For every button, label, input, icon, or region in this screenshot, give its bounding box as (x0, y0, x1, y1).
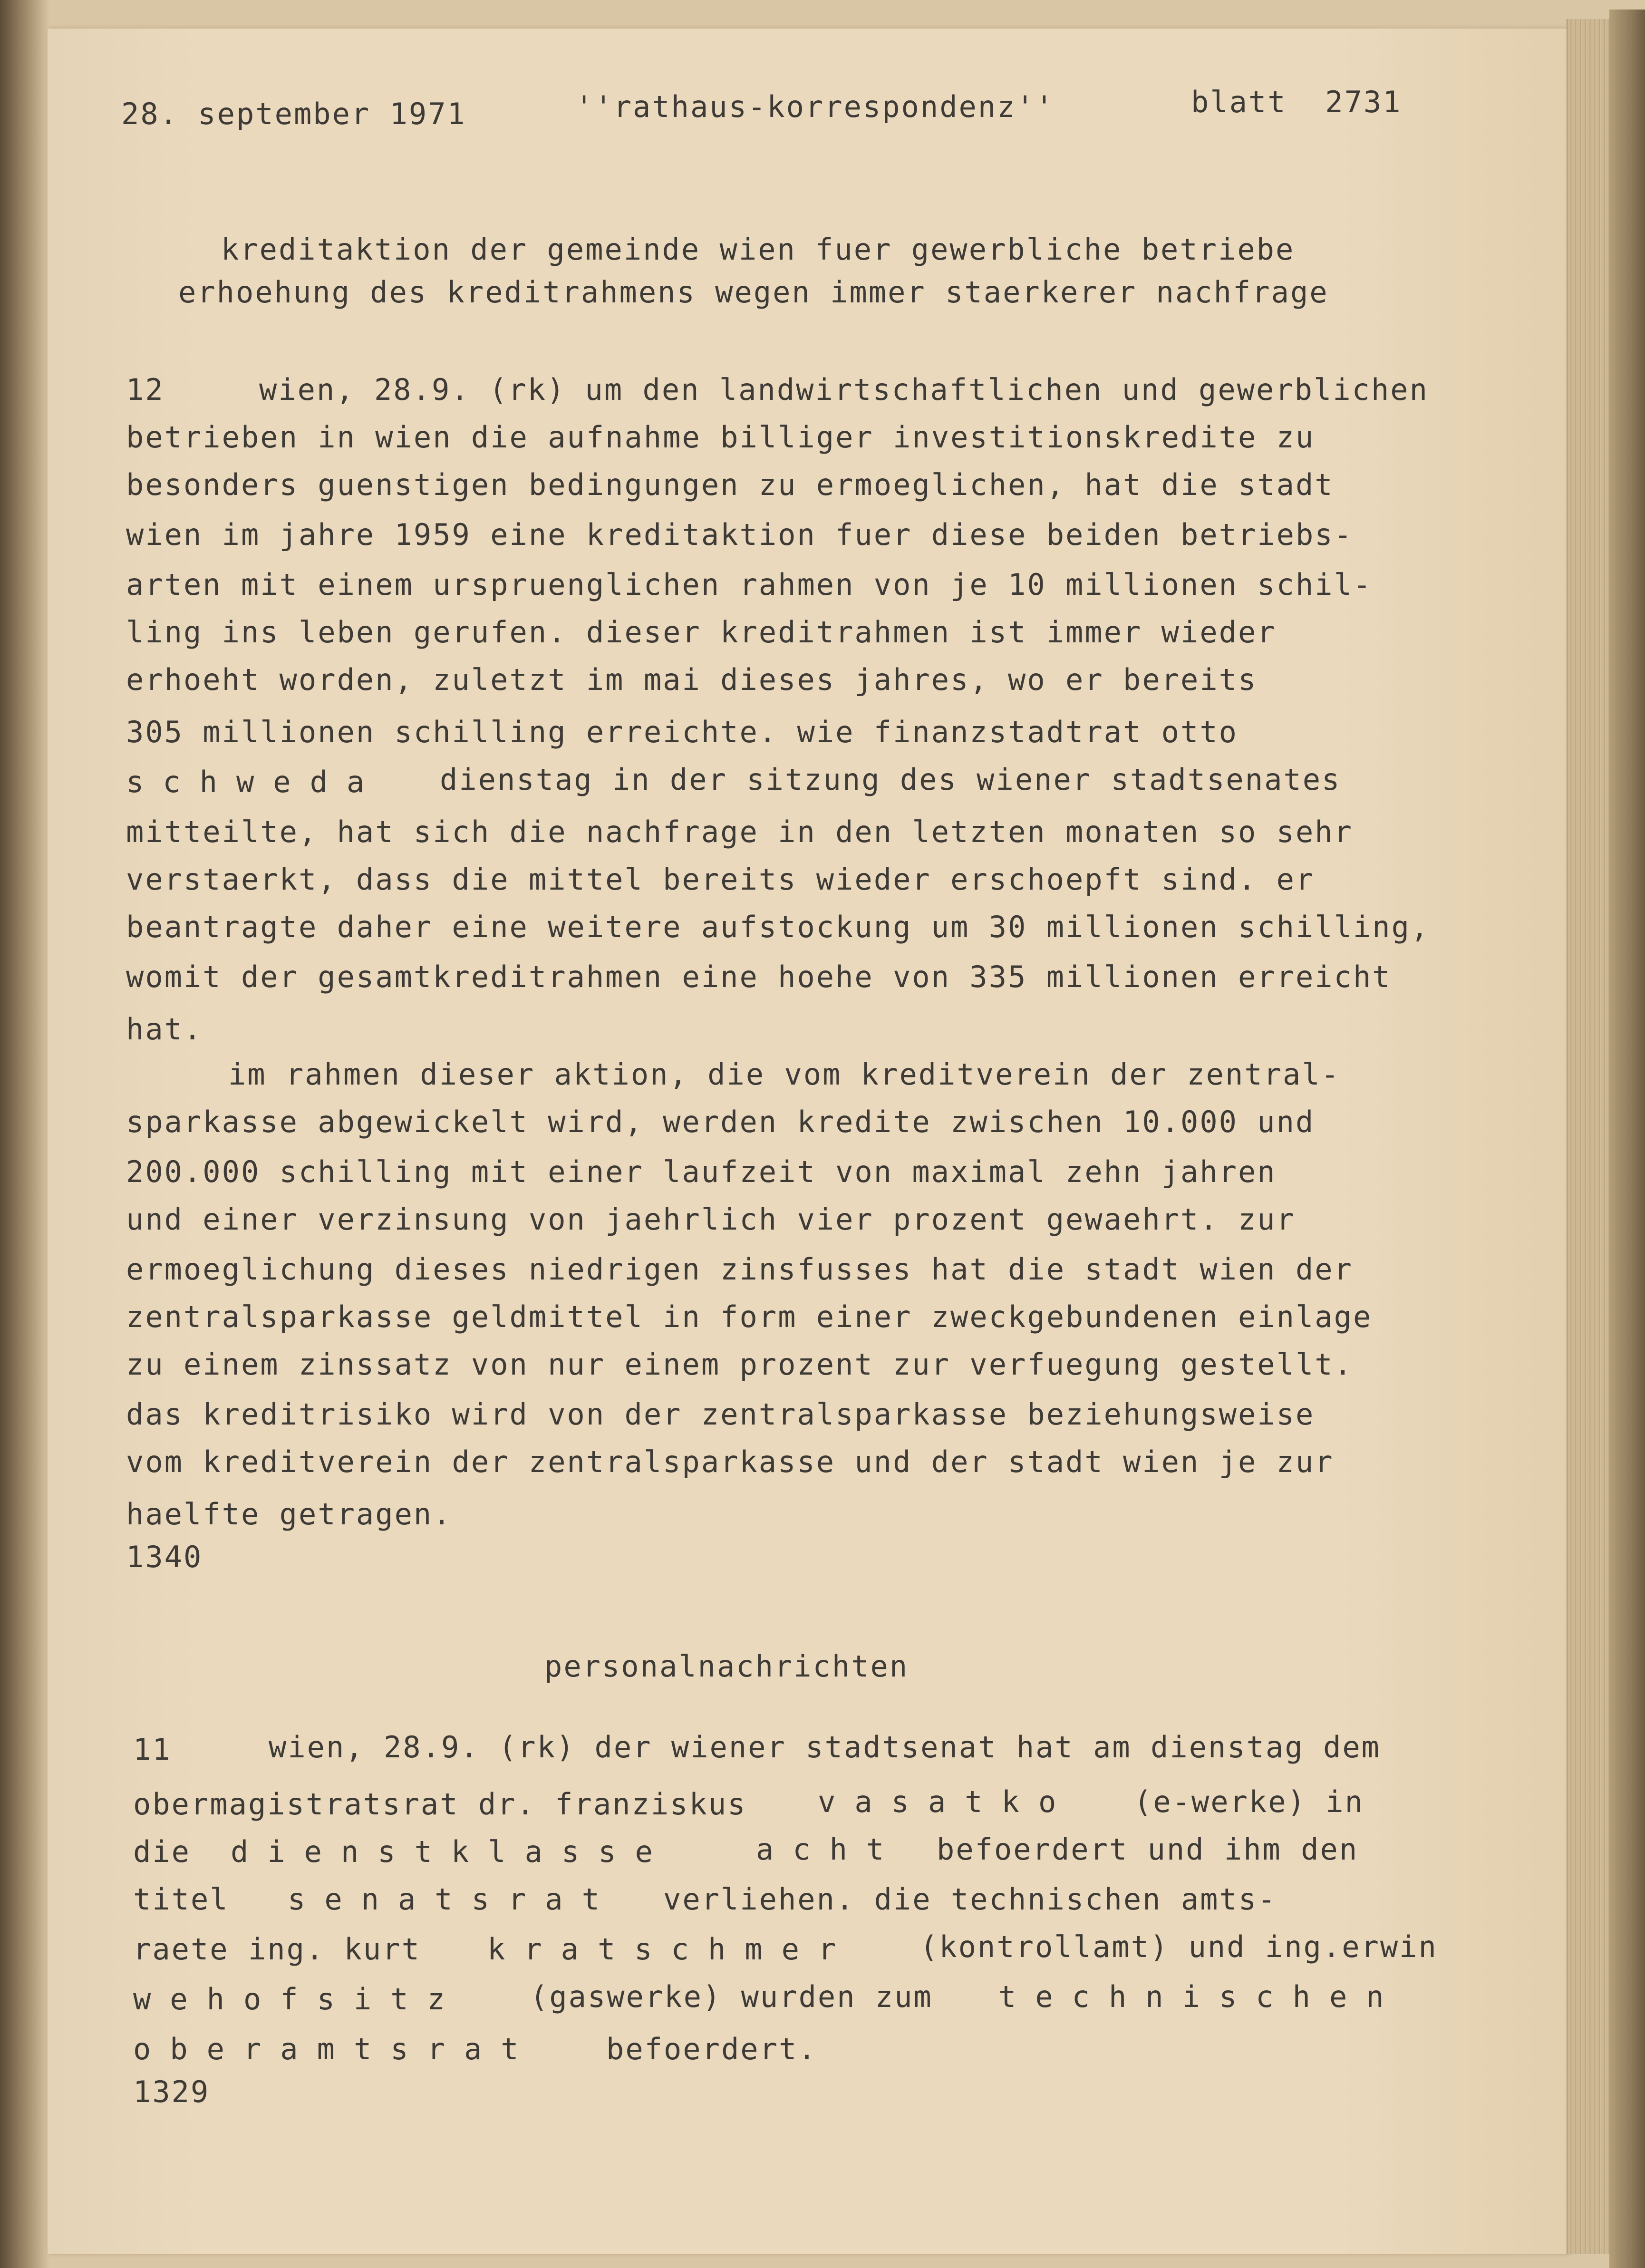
article1-line: mitteilte, hat sich die nachfrage in den letzten monaten so sehr (126, 814, 1353, 849)
article1-line: im rahmen dieser aktion, die vom kreditverein der zentral- (228, 1057, 1340, 1092)
article1-line: vom kreditverein der zentralsparkasse und der stadt wien je zur (126, 1444, 1334, 1479)
article1-line: ling ins leben gerufen. dieser kreditrahmen ist immer wieder (126, 615, 1277, 649)
header-page-number: blatt 2731 (1191, 85, 1402, 119)
article1-footer-code: 1340 (126, 1540, 203, 1574)
article1-line: betrieben in wien die aufnahme billiger investitionskredite zu (126, 420, 1315, 455)
article2-line: (e-werke) in (1134, 1784, 1364, 1819)
article2-line: wien, 28.9. (rk) der wiener stadtsenat hat am dienstag dem (269, 1730, 1381, 1764)
article2-spaced-name: wehofsitz (133, 1982, 464, 2016)
article1-line: haelfte getragen. (126, 1497, 452, 1531)
article1-line: 200.000 schilling mit einer laufzeit von maximal zehn jahren (126, 1154, 1277, 1189)
article2-line: befoerdert und ihm den (937, 1832, 1359, 1867)
article2-line: raete ing. kurt (133, 1932, 421, 1967)
article2-spaced-name: kratschmer (487, 1932, 855, 1967)
article1-line: hat. (126, 1012, 203, 1047)
article2-line: titel (133, 1882, 229, 1917)
header-date: 28. september 1971 (121, 97, 466, 131)
article1-title-line1: kreditaktion der gemeinde wien fuer gewerbliche betriebe (221, 232, 1295, 267)
article1-line: arten mit einem urspruenglichen rahmen von je 10 millionen schil- (126, 567, 1373, 602)
book-cover-edge (1609, 10, 1645, 2268)
article1-line: dienstag in der sitzung des wiener stadtsenates (440, 762, 1341, 797)
article1-line: das kreditrisiko wird von der zentralsparkasse beziehungsweise (126, 1397, 1315, 1432)
article1-line: wien im jahre 1959 eine kreditaktion fuer diese beiden betriebs- (126, 517, 1353, 552)
article2-line: obermagistratsrat dr. franziskus (133, 1787, 747, 1822)
article1-line: besonders guenstigen bedingungen zu ermoeglichen, hat die stadt (126, 467, 1334, 502)
article1-title-line2: erhoehung des kreditrahmens wegen immer staerkerer nachfrage (178, 275, 1329, 310)
article2-line: verliehen. die technischen amts- (663, 1882, 1277, 1917)
article1-line: zentralsparkasse geldmittel in form einer zweckgebundenen einlage (126, 1299, 1373, 1334)
article2-line: (kontrollamt) und ing.erwin (920, 1929, 1438, 1964)
article1-line: ermoeglichung dieses niedrigen zinsfusses hat die stadt wien der (126, 1252, 1353, 1287)
article2-spaced-term: oberamtsrat (133, 2032, 538, 2066)
article1-line: beantragte daher eine weitere aufstockung um 30 millionen schilling, (126, 910, 1430, 944)
article2-spaced-term: dienstklasse (231, 1834, 672, 1869)
book-binding-edge (0, 0, 50, 2268)
page-stack-edge (1567, 19, 1610, 2254)
article1-line: 305 millionen schilling erreichte. wie finanzstadtrat otto (126, 715, 1238, 749)
article1-line: sparkasse abgewickelt wird, werden kredite zwischen 10.000 und (126, 1105, 1315, 1139)
article2-spaced-name: vasatko (818, 1784, 1075, 1819)
page-sheet (48, 29, 1569, 2254)
article2-line: befoerdert. (606, 2032, 817, 2066)
article2-spaced-term: senatsrat (288, 1882, 619, 1917)
article2-line: (gaswerke) wurden zum (530, 1979, 933, 2014)
article1-line: zu einem zinssatz von nur einem prozent zur verfuegung gestellt. (126, 1347, 1353, 1382)
article2-line: die (133, 1834, 191, 1869)
article1-line: womit der gesamtkreditrahmen eine hoehe von 335 millionen erreicht (126, 960, 1392, 994)
article2-number: 11 (133, 1732, 172, 1767)
article1-spaced-name: schweda (126, 765, 384, 799)
article1-number: 12 (126, 372, 164, 407)
article2-title: personalnachrichten (544, 1649, 909, 1684)
article2-spaced-term: acht (756, 1832, 903, 1867)
article2-footer-code: 1329 (133, 2074, 210, 2109)
article1-line: wien, 28.9. (rk) um den landwirtschaftlichen und gewerblichen (259, 372, 1429, 407)
header-publication: ''rathaus-korrespondenz'' (575, 89, 1055, 124)
article2-spaced-term: technischen (998, 1979, 1403, 2014)
article1-line: erhoeht worden, zuletzt im mai dieses jahres, wo er bereits (126, 662, 1258, 697)
article1-line: und einer verzinsung von jaehrlich vier prozent gewaehrt. zur (126, 1202, 1296, 1237)
article1-line: verstaerkt, dass die mittel bereits wieder erschoepft sind. er (126, 862, 1315, 897)
